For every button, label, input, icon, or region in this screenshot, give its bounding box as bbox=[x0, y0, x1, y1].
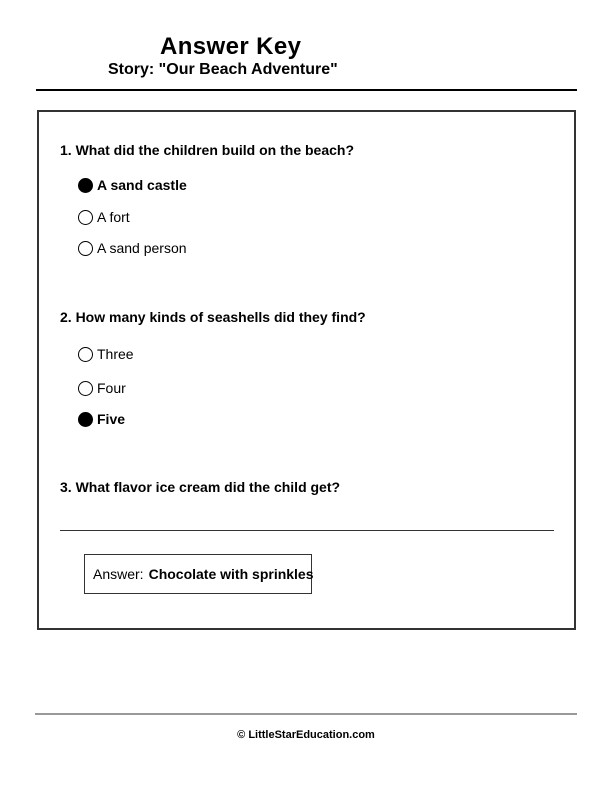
question-1-option-2 bbox=[78, 210, 130, 225]
story-subtitle: Story: "Our Beach Adventure" bbox=[108, 61, 338, 78]
option-label: Three bbox=[97, 346, 134, 362]
radio-empty-icon bbox=[78, 241, 93, 256]
radio-empty-icon bbox=[78, 381, 93, 396]
radio-filled-icon bbox=[78, 412, 93, 427]
question-3-text: 3. What flavor ice cream did the child get? bbox=[60, 479, 341, 495]
answer-box bbox=[84, 554, 312, 594]
question-1-option-3 bbox=[78, 241, 187, 256]
option-label: A sand castle bbox=[97, 177, 187, 193]
option-label: A fort bbox=[97, 209, 130, 225]
option-label: Five bbox=[97, 411, 126, 427]
question-2-option-3 bbox=[78, 412, 125, 427]
header-divider bbox=[36, 89, 577, 91]
question-2-option-1 bbox=[78, 347, 134, 362]
option-label: A sand person bbox=[97, 240, 187, 256]
answer-prefix-label: Answer: bbox=[93, 566, 144, 582]
radio-filled-icon bbox=[78, 178, 93, 193]
question-2-text: 2. How many kinds of seashells did they find? bbox=[60, 309, 366, 325]
answer-key-panel bbox=[37, 110, 576, 630]
footer-divider bbox=[35, 713, 577, 715]
question-2-option-2 bbox=[78, 381, 126, 396]
answer-value: Chocolate with sprinkles bbox=[148, 566, 314, 582]
option-label: Four bbox=[97, 380, 126, 396]
question-1-option-1 bbox=[78, 178, 187, 193]
radio-empty-icon bbox=[78, 210, 93, 225]
answer-blank-line bbox=[60, 530, 554, 531]
question-1-text: 1. What did the children build on the beach? bbox=[60, 142, 355, 158]
footer-copyright: © LittleStarEducation.com bbox=[237, 729, 375, 741]
radio-empty-icon bbox=[78, 347, 93, 362]
page-title: Answer Key bbox=[160, 33, 302, 60]
